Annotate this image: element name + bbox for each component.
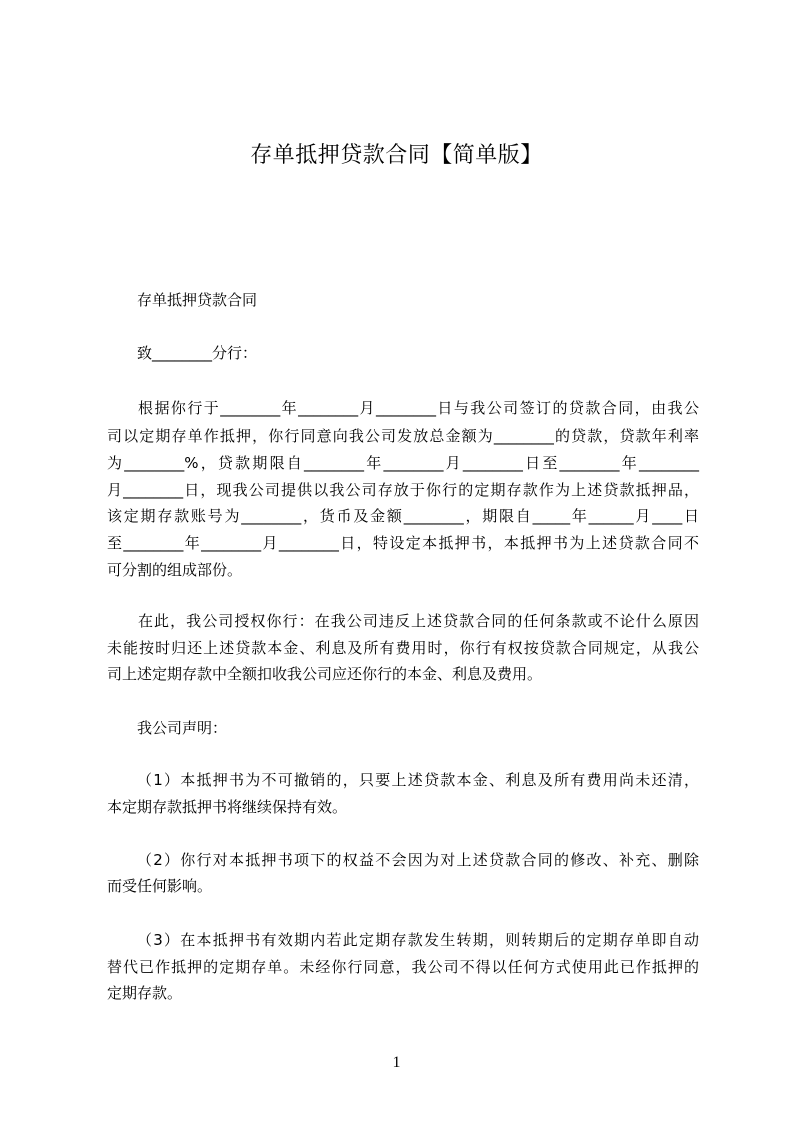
paragraph-line: 未能按时归还上述贷款本金、利息及所有费用时，你行有权按贷款合同规定，从我公 xyxy=(107,639,699,657)
paragraph-line: 根据你行于________年________月________日与我公司签订的贷款合同，由我公 xyxy=(138,399,699,417)
clause-line: 替代已作抵押的定期存单。未经你行同意，我公司不得以任何方式使用此已作抵押的 xyxy=(107,958,699,976)
paragraph-line: 司以定期存单作抵押，你行同意向我公司发放总金额为________的贷款，贷款年利率 xyxy=(107,427,699,445)
paragraph-line: 在此，我公司授权你行：在我公司违反上述贷款合同的任何条款或不论什么原因 xyxy=(138,612,699,630)
document-heading: 存单抵押贷款合同 xyxy=(137,291,258,309)
paragraph-line: 为________%，贷款期限自________年________月________日至________年________ xyxy=(107,454,699,472)
paragraph-line: 可分割的组成部份。 xyxy=(107,561,243,579)
paragraph-line: 该定期存款账号为________，货币及金额________，期限自_____年______月____日 xyxy=(107,507,699,525)
paragraph-line: 至________年________月________日，特设定本抵押书，本抵押书为上述贷款合同不 xyxy=(107,534,699,552)
clause-line: （1）本抵押书为不可撤销的，只要上述贷款本金、利息及所有费用尚未还清， xyxy=(137,771,699,789)
declaration-heading: 我公司声明： xyxy=(137,719,228,737)
page-number: 1 xyxy=(392,1054,401,1071)
clause-line: 而受任何影响。 xyxy=(107,877,213,895)
clause-line: 本定期存款抵押书将继续保持有效。 xyxy=(107,798,348,816)
paragraph-line: 月________日，现我公司提供以我公司存放于你行的定期存款作为上述贷款抵押品， xyxy=(107,481,699,499)
addressee-line: 致________分行： xyxy=(137,344,258,362)
clause-line: 定期存款。 xyxy=(107,984,183,1002)
paragraph-line: 司上述定期存款中全额扣收我公司应还你行的本金、利息及费用。 xyxy=(107,665,543,683)
document-title: 存单抵押贷款合同【简单版】 xyxy=(250,143,543,168)
clause-line: （3）在本抵押书有效期内若此定期存款发生转期，则转期后的定期存单即自动 xyxy=(137,931,699,949)
clause-line: （2）你行对本抵押书项下的权益不会因为对上述贷款合同的修改、补充、删除 xyxy=(137,851,699,869)
